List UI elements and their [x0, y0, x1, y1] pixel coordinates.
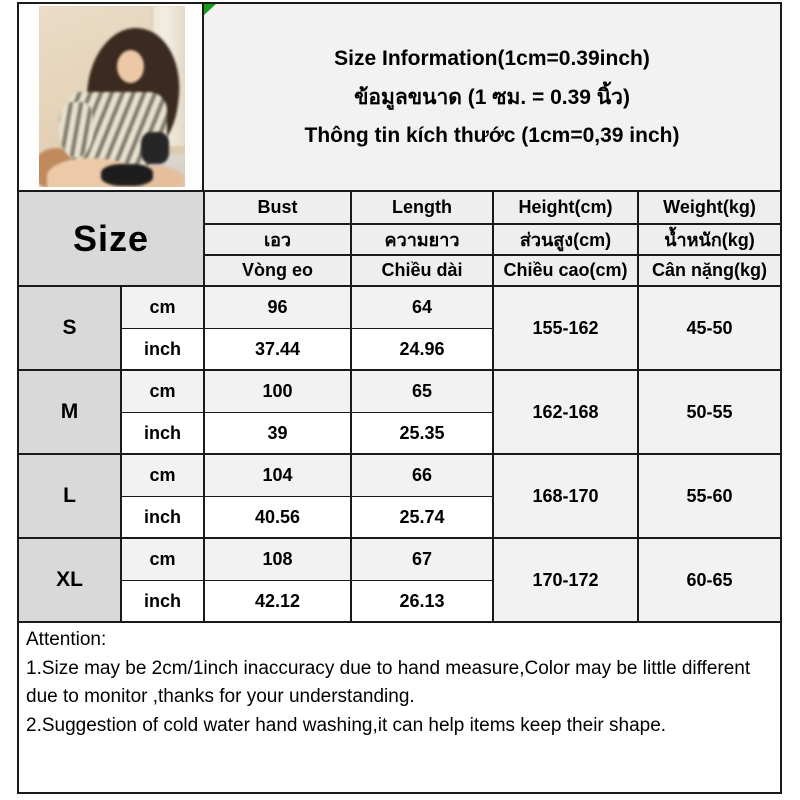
col-header-bust-th: เอว [203, 223, 350, 254]
col-header-weight-th: น้ำหนัก(kg) [637, 223, 780, 254]
product-photo-cell [19, 4, 204, 190]
bust-inch-value: 39 [203, 412, 350, 453]
height-value: 155-162 [492, 287, 637, 369]
length-inch-value: 25.35 [350, 412, 492, 453]
attention-line: 1.Size may be 2cm/1inch inaccuracy due to hand measure,Color may be little different due to monitor ,thanks for your understanding. [26, 657, 751, 707]
unit-cm-label: cm [120, 539, 203, 580]
unit-cm-label: cm [120, 371, 203, 412]
photo-bag [141, 132, 169, 164]
col-header-length-vi: Chiều dài [350, 254, 492, 285]
attention-line: 2.Suggestion of cold water hand washing,it can help items keep their shape. [26, 714, 667, 736]
unit-inch-label: inch [120, 580, 203, 621]
size-label: M [19, 371, 120, 453]
bust-cm-value: 96 [203, 287, 350, 328]
weight-value: 45-50 [637, 287, 780, 369]
length-cm-value: 67 [350, 539, 492, 580]
size-row-group-xl [19, 537, 780, 621]
attention-note [19, 621, 780, 792]
size-label: L [19, 455, 120, 537]
photo-model-face [117, 50, 144, 83]
unit-cm-label: cm [120, 287, 203, 328]
col-header-weight-vi: Cân nặng(kg) [637, 254, 780, 285]
photo-shorts [101, 164, 153, 186]
col-header-height-en: Height(cm) [492, 192, 637, 223]
bust-cm-value: 100 [203, 371, 350, 412]
col-header-bust-vi: Vòng eo [203, 254, 350, 285]
height-value: 170-172 [492, 539, 637, 621]
title-section [19, 4, 780, 190]
attention-heading: Attention: [26, 629, 107, 650]
title-th: ข้อมูลขนาด (1 ซม. = 0.39 นิ้ว) [354, 85, 630, 109]
length-inch-value: 24.96 [350, 328, 492, 369]
height-value: 162-168 [492, 371, 637, 453]
size-row-group-m [19, 369, 780, 453]
col-header-weight-en: Weight(kg) [637, 192, 780, 223]
col-header-height-th: ส่วนสูง(cm) [492, 223, 637, 254]
weight-value: 50-55 [637, 371, 780, 453]
title-cell [204, 4, 780, 190]
unit-inch-label: inch [120, 412, 203, 453]
bust-cm-value: 108 [203, 539, 350, 580]
col-header-bust-en: Bust [203, 192, 350, 223]
length-inch-value: 25.74 [350, 496, 492, 537]
height-value: 168-170 [492, 455, 637, 537]
col-header-length-th: ความยาว [350, 223, 492, 254]
bust-inch-value: 37.44 [203, 328, 350, 369]
unit-cm-label: cm [120, 455, 203, 496]
weight-value: 60-65 [637, 539, 780, 621]
photo-shirt-sleeve [59, 102, 93, 158]
green-corner-marker-icon [204, 4, 216, 15]
size-chart-sheet [17, 2, 782, 794]
col-header-length-en: Length [350, 192, 492, 223]
table-header [19, 190, 780, 285]
size-row-group-l [19, 453, 780, 537]
size-header-cell: Size [19, 192, 203, 285]
unit-inch-label: inch [120, 328, 203, 369]
size-label: S [19, 287, 120, 369]
col-header-height-vi: Chiều cao(cm) [492, 254, 637, 285]
product-photo [39, 6, 185, 187]
size-label: XL [19, 539, 120, 621]
length-inch-value: 26.13 [350, 580, 492, 621]
bust-cm-value: 104 [203, 455, 350, 496]
length-cm-value: 66 [350, 455, 492, 496]
title-en: Size Information(1cm=0.39inch) [334, 46, 650, 70]
length-cm-value: 65 [350, 371, 492, 412]
title-vi: Thông tin kích thước (1cm=0,39 inch) [304, 123, 680, 147]
weight-value: 55-60 [637, 455, 780, 537]
bust-inch-value: 40.56 [203, 496, 350, 537]
length-cm-value: 64 [350, 287, 492, 328]
size-row-group-s [19, 285, 780, 369]
unit-inch-label: inch [120, 496, 203, 537]
bust-inch-value: 42.12 [203, 580, 350, 621]
